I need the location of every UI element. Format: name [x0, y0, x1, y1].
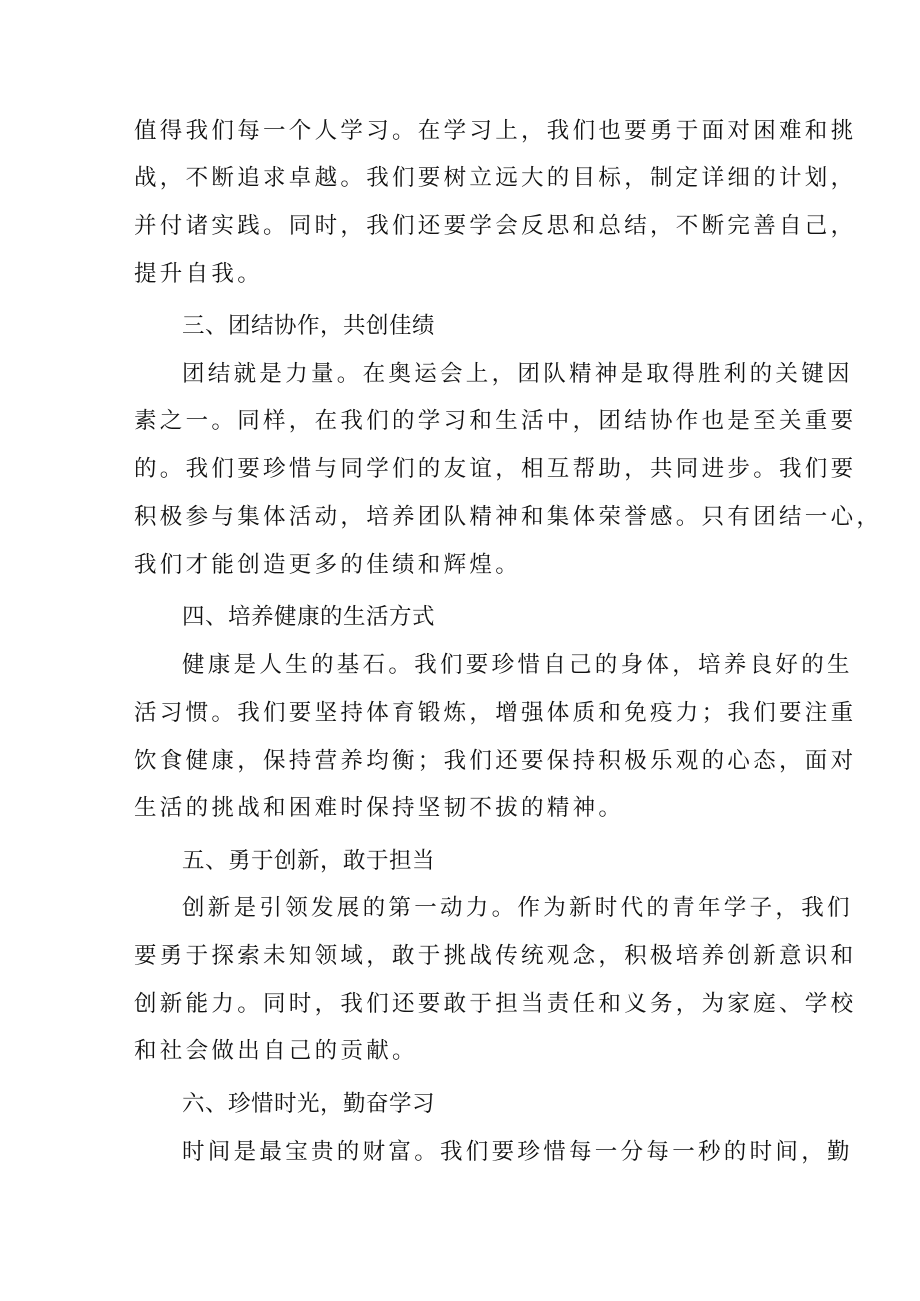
paragraph-line: 值得我们每一个人学习。在学习上，我们也要勇于面对困难和挑 — [134, 118, 857, 144]
paragraph-line: 生活的挑战和困难时保持坚韧不拔的精神。 — [134, 795, 625, 821]
section-heading: 三、团结协作，共创佳绩 — [182, 313, 436, 339]
paragraph-line: 团结就是力量。在奥运会上，团队精神是取得胜利的关键因 — [182, 361, 853, 387]
paragraph-line: 时间是最宝贵的财富。我们要珍惜每一分每一秒的时间，勤 — [182, 1139, 853, 1165]
paragraph-line: 健康是人生的基石。我们要珍惜自己的身体，培养良好的生 — [182, 652, 853, 678]
paragraph-line: 活习惯。我们要坚持体育锻炼，增强体质和免疫力；我们要注重 — [134, 700, 857, 726]
paragraph-line: 并付诸实践。同时，我们还要学会反思和总结，不断完善自己， — [134, 213, 857, 239]
paragraph-line: 素之一。同样，在我们的学习和生活中，团结协作也是至关重要 — [134, 408, 857, 434]
paragraph-line: 提升自我。 — [134, 261, 264, 287]
paragraph-line: 和社会做出自己的贡献。 — [134, 1038, 418, 1064]
paragraph-line: 我们才能创造更多的佳绩和辉煌。 — [134, 552, 522, 578]
paragraph-line: 积极参与集体活动，培养团队精神和集体荣誉感。只有团结一心， — [134, 504, 883, 530]
section-heading: 五、勇于创新，敢于担当 — [182, 848, 436, 874]
paragraph-line: 的。我们要珍惜与同学们的友谊，相互帮助，共同进步。我们要 — [134, 456, 857, 482]
paragraph-line: 饮食健康，保持营养均衡；我们还要保持积极乐观的心态，面对 — [134, 748, 857, 774]
paragraph-line: 创新是引领发展的第一动力。作为新时代的青年学子，我们 — [182, 895, 853, 921]
paragraph-line: 要勇于探索未知领域，敢于挑战传统观念，积极培养创新意识和 — [134, 943, 857, 969]
section-heading: 六、珍惜时光，勤奋学习 — [182, 1091, 436, 1117]
section-heading: 四、培养健康的生活方式 — [182, 604, 436, 630]
paragraph-line: 创新能力。同时，我们还要敢于担当责任和义务，为家庭、学校 — [134, 991, 857, 1017]
paragraph-line: 战，不断追求卓越。我们要树立远大的目标，制定详细的计划， — [134, 165, 857, 191]
